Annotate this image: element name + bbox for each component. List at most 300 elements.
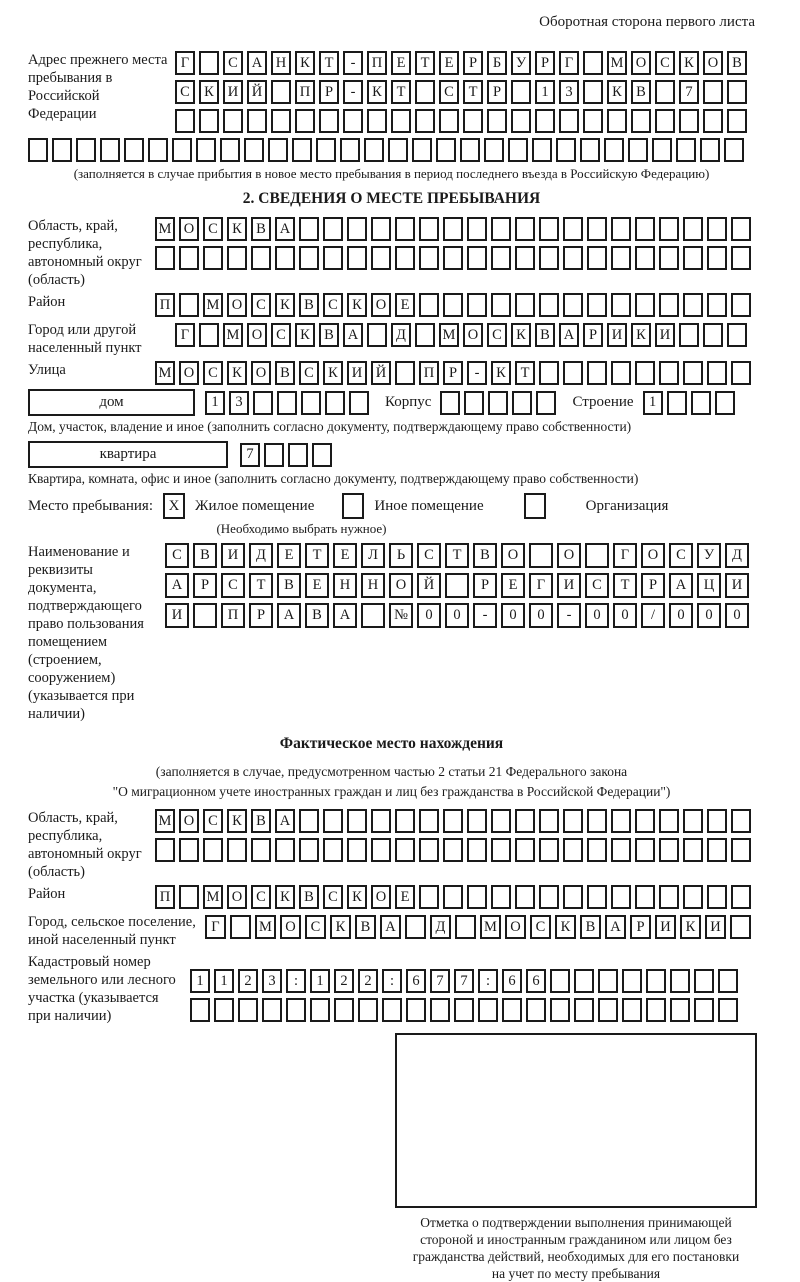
char-cell[interactable]: С xyxy=(221,573,245,598)
char-cell[interactable]: К xyxy=(275,885,295,909)
char-cell[interactable] xyxy=(443,838,463,862)
char-cell[interactable]: А xyxy=(380,915,401,939)
char-cell[interactable] xyxy=(299,246,319,270)
char-cell[interactable]: И xyxy=(221,543,245,568)
char-cell[interactable] xyxy=(670,969,690,993)
char-cell[interactable]: Ь xyxy=(389,543,413,568)
char-cell[interactable] xyxy=(727,80,747,104)
char-cell[interactable]: 0 xyxy=(725,603,749,628)
char-cell[interactable] xyxy=(676,138,696,162)
char-cell[interactable] xyxy=(707,809,727,833)
char-cell[interactable] xyxy=(238,998,258,1022)
char-cell[interactable] xyxy=(611,217,631,241)
char-cell[interactable] xyxy=(364,138,384,162)
char-cell[interactable] xyxy=(559,109,579,133)
char-cell[interactable]: 3 xyxy=(262,969,282,993)
char-cell[interactable]: Б xyxy=(487,51,507,75)
char-cell[interactable] xyxy=(76,138,96,162)
char-cell[interactable] xyxy=(179,246,199,270)
char-cell[interactable]: К xyxy=(607,80,627,104)
char-cell[interactable] xyxy=(301,391,321,415)
char-cell[interactable]: 6 xyxy=(406,969,426,993)
char-cell[interactable]: О xyxy=(463,323,483,347)
char-cell[interactable] xyxy=(412,138,432,162)
char-cell[interactable] xyxy=(512,391,532,415)
char-cell[interactable]: К xyxy=(295,51,315,75)
char-cell[interactable] xyxy=(367,323,387,347)
char-cell[interactable] xyxy=(529,543,553,568)
char-cell[interactable] xyxy=(574,998,594,1022)
char-cell[interactable] xyxy=(667,391,687,415)
char-cell[interactable] xyxy=(419,293,439,317)
char-cell[interactable]: Г xyxy=(559,51,579,75)
char-cell[interactable] xyxy=(343,109,363,133)
char-cell[interactable]: С xyxy=(203,361,223,385)
char-cell[interactable]: - xyxy=(343,51,363,75)
char-cell[interactable]: А xyxy=(247,51,267,75)
char-cell[interactable]: Е xyxy=(395,885,415,909)
char-cell[interactable] xyxy=(223,109,243,133)
char-cell[interactable] xyxy=(467,838,487,862)
char-cell[interactable]: К xyxy=(491,361,511,385)
char-cell[interactable] xyxy=(230,915,251,939)
char-cell[interactable]: Д xyxy=(430,915,451,939)
char-cell[interactable] xyxy=(659,838,679,862)
char-cell[interactable]: / xyxy=(641,603,665,628)
char-cell[interactable] xyxy=(478,998,498,1022)
char-cell[interactable] xyxy=(391,109,411,133)
char-cell[interactable] xyxy=(395,838,415,862)
char-cell[interactable] xyxy=(659,809,679,833)
char-cell[interactable]: Е xyxy=(333,543,357,568)
char-cell[interactable] xyxy=(196,138,216,162)
char-cell[interactable]: Г xyxy=(175,323,195,347)
char-cell[interactable] xyxy=(323,246,343,270)
char-cell[interactable] xyxy=(611,838,631,862)
char-cell[interactable]: О xyxy=(227,885,247,909)
char-cell[interactable]: С xyxy=(487,323,507,347)
char-cell[interactable] xyxy=(193,603,217,628)
char-cell[interactable] xyxy=(683,217,703,241)
char-cell[interactable]: К xyxy=(227,361,247,385)
char-cell[interactable]: М xyxy=(155,217,175,241)
char-cell[interactable]: К xyxy=(323,361,343,385)
char-cell[interactable]: Г xyxy=(529,573,553,598)
char-cell[interactable] xyxy=(715,391,735,415)
char-cell[interactable]: 6 xyxy=(502,969,522,993)
char-cell[interactable]: 1 xyxy=(310,969,330,993)
char-cell[interactable]: И xyxy=(655,323,675,347)
char-cell[interactable] xyxy=(515,246,535,270)
char-cell[interactable] xyxy=(587,246,607,270)
char-cell[interactable]: А xyxy=(275,217,295,241)
char-cell[interactable]: : xyxy=(382,969,402,993)
char-cell[interactable]: В xyxy=(727,51,747,75)
char-cell[interactable]: В xyxy=(251,809,271,833)
char-cell[interactable]: С xyxy=(323,293,343,317)
char-cell[interactable]: Г xyxy=(205,915,226,939)
char-cell[interactable] xyxy=(124,138,144,162)
char-cell[interactable] xyxy=(707,246,727,270)
char-cell[interactable] xyxy=(556,138,576,162)
char-cell[interactable]: В xyxy=(275,361,295,385)
char-cell[interactable]: Н xyxy=(361,573,385,598)
char-cell[interactable] xyxy=(515,838,535,862)
char-cell[interactable] xyxy=(445,573,469,598)
stay-option-organization-checkbox[interactable] xyxy=(524,493,546,519)
char-cell[interactable]: С xyxy=(271,323,291,347)
char-cell[interactable] xyxy=(155,838,175,862)
char-cell[interactable] xyxy=(454,998,474,1022)
char-cell[interactable]: А xyxy=(343,323,363,347)
char-cell[interactable]: П xyxy=(221,603,245,628)
char-cell[interactable]: К xyxy=(330,915,351,939)
char-cell[interactable]: 1 xyxy=(535,80,555,104)
char-cell[interactable]: Т xyxy=(391,80,411,104)
char-cell[interactable]: К xyxy=(347,885,367,909)
char-cell[interactable]: № xyxy=(389,603,413,628)
char-cell[interactable]: 2 xyxy=(358,969,378,993)
char-cell[interactable]: Р xyxy=(319,80,339,104)
char-cell[interactable] xyxy=(430,998,450,1022)
char-cell[interactable] xyxy=(539,885,559,909)
char-cell[interactable] xyxy=(563,217,583,241)
char-cell[interactable]: В xyxy=(319,323,339,347)
char-cell[interactable]: О xyxy=(501,543,525,568)
char-cell[interactable] xyxy=(487,109,507,133)
char-cell[interactable] xyxy=(251,246,271,270)
char-cell[interactable] xyxy=(539,809,559,833)
char-cell[interactable] xyxy=(631,109,651,133)
char-cell[interactable]: С xyxy=(305,915,326,939)
char-cell[interactable] xyxy=(655,80,675,104)
char-cell[interactable]: В xyxy=(299,885,319,909)
char-cell[interactable] xyxy=(100,138,120,162)
apartment-type-box[interactable] xyxy=(28,441,228,468)
char-cell[interactable] xyxy=(539,246,559,270)
char-cell[interactable]: С xyxy=(203,809,223,833)
char-cell[interactable] xyxy=(367,109,387,133)
char-cell[interactable] xyxy=(655,109,675,133)
char-cell[interactable] xyxy=(683,809,703,833)
char-cell[interactable] xyxy=(264,443,284,467)
char-cell[interactable]: О xyxy=(227,293,247,317)
char-cell[interactable] xyxy=(395,217,415,241)
char-cell[interactable] xyxy=(511,80,531,104)
char-cell[interactable] xyxy=(622,969,642,993)
char-cell[interactable]: К xyxy=(275,293,295,317)
char-cell[interactable] xyxy=(670,998,690,1022)
char-cell[interactable] xyxy=(731,217,751,241)
char-cell[interactable] xyxy=(247,109,267,133)
char-cell[interactable] xyxy=(214,998,234,1022)
char-cell[interactable]: : xyxy=(478,969,498,993)
char-cell[interactable]: С xyxy=(585,573,609,598)
char-cell[interactable] xyxy=(659,293,679,317)
char-cell[interactable] xyxy=(707,361,727,385)
char-cell[interactable]: У xyxy=(511,51,531,75)
char-cell[interactable] xyxy=(707,217,727,241)
char-cell[interactable]: Т xyxy=(515,361,535,385)
char-cell[interactable]: 0 xyxy=(529,603,553,628)
char-cell[interactable]: Д xyxy=(249,543,273,568)
char-cell[interactable] xyxy=(585,543,609,568)
char-cell[interactable]: О xyxy=(641,543,665,568)
char-cell[interactable] xyxy=(727,323,747,347)
char-cell[interactable] xyxy=(460,138,480,162)
char-cell[interactable]: П xyxy=(155,885,175,909)
char-cell[interactable] xyxy=(539,361,559,385)
char-cell[interactable] xyxy=(730,915,751,939)
char-cell[interactable] xyxy=(443,293,463,317)
char-cell[interactable]: 0 xyxy=(669,603,693,628)
char-cell[interactable] xyxy=(635,838,655,862)
char-cell[interactable]: Е xyxy=(277,543,301,568)
char-cell[interactable] xyxy=(443,246,463,270)
char-cell[interactable]: Р xyxy=(630,915,651,939)
char-cell[interactable]: Г xyxy=(175,51,195,75)
char-cell[interactable] xyxy=(371,246,391,270)
char-cell[interactable] xyxy=(312,443,332,467)
char-cell[interactable] xyxy=(635,361,655,385)
char-cell[interactable]: С xyxy=(417,543,441,568)
char-cell[interactable]: К xyxy=(367,80,387,104)
char-cell[interactable] xyxy=(464,391,484,415)
char-cell[interactable]: К xyxy=(511,323,531,347)
char-cell[interactable]: В xyxy=(299,293,319,317)
char-cell[interactable] xyxy=(292,138,312,162)
char-cell[interactable] xyxy=(262,998,282,1022)
char-cell[interactable]: Й xyxy=(417,573,441,598)
char-cell[interactable]: О xyxy=(371,293,391,317)
char-cell[interactable] xyxy=(467,246,487,270)
char-cell[interactable]: В xyxy=(251,217,271,241)
char-cell[interactable]: Е xyxy=(439,51,459,75)
char-cell[interactable] xyxy=(227,838,247,862)
char-cell[interactable]: И xyxy=(655,915,676,939)
char-cell[interactable] xyxy=(598,969,618,993)
stay-option-residential-checkbox[interactable]: X xyxy=(163,493,185,519)
char-cell[interactable]: С xyxy=(655,51,675,75)
char-cell[interactable]: П xyxy=(155,293,175,317)
char-cell[interactable] xyxy=(679,323,699,347)
char-cell[interactable] xyxy=(718,998,738,1022)
char-cell[interactable]: Т xyxy=(445,543,469,568)
char-cell[interactable] xyxy=(323,809,343,833)
char-cell[interactable]: А xyxy=(559,323,579,347)
char-cell[interactable]: И xyxy=(165,603,189,628)
char-cell[interactable] xyxy=(190,998,210,1022)
char-cell[interactable]: - xyxy=(473,603,497,628)
char-cell[interactable] xyxy=(347,838,367,862)
char-cell[interactable] xyxy=(491,246,511,270)
char-cell[interactable] xyxy=(611,246,631,270)
char-cell[interactable] xyxy=(515,809,535,833)
char-cell[interactable]: С xyxy=(223,51,243,75)
char-cell[interactable]: Р xyxy=(249,603,273,628)
char-cell[interactable]: 2 xyxy=(238,969,258,993)
char-cell[interactable]: - xyxy=(557,603,581,628)
char-cell[interactable] xyxy=(635,246,655,270)
char-cell[interactable]: 0 xyxy=(613,603,637,628)
char-cell[interactable] xyxy=(731,838,751,862)
char-cell[interactable] xyxy=(455,915,476,939)
char-cell[interactable] xyxy=(628,138,648,162)
char-cell[interactable] xyxy=(587,809,607,833)
char-cell[interactable] xyxy=(700,138,720,162)
char-cell[interactable]: М xyxy=(155,809,175,833)
char-cell[interactable] xyxy=(288,443,308,467)
char-cell[interactable]: О xyxy=(631,51,651,75)
char-cell[interactable]: О xyxy=(389,573,413,598)
char-cell[interactable]: Е xyxy=(395,293,415,317)
char-cell[interactable] xyxy=(244,138,264,162)
char-cell[interactable] xyxy=(646,998,666,1022)
char-cell[interactable] xyxy=(220,138,240,162)
char-cell[interactable]: 1 xyxy=(643,391,663,415)
char-cell[interactable] xyxy=(583,109,603,133)
char-cell[interactable] xyxy=(515,293,535,317)
char-cell[interactable] xyxy=(179,885,199,909)
char-cell[interactable]: Р xyxy=(641,573,665,598)
char-cell[interactable]: Ц xyxy=(697,573,721,598)
char-cell[interactable] xyxy=(491,293,511,317)
char-cell[interactable] xyxy=(395,246,415,270)
char-cell[interactable] xyxy=(405,915,426,939)
char-cell[interactable] xyxy=(179,293,199,317)
char-cell[interactable] xyxy=(587,361,607,385)
char-cell[interactable]: М xyxy=(607,51,627,75)
char-cell[interactable]: К xyxy=(555,915,576,939)
char-cell[interactable] xyxy=(683,246,703,270)
char-cell[interactable] xyxy=(199,323,219,347)
char-cell[interactable] xyxy=(419,246,439,270)
char-cell[interactable] xyxy=(268,138,288,162)
char-cell[interactable]: К xyxy=(295,323,315,347)
char-cell[interactable] xyxy=(683,293,703,317)
char-cell[interactable] xyxy=(463,109,483,133)
char-cell[interactable]: О xyxy=(280,915,301,939)
char-cell[interactable] xyxy=(275,246,295,270)
char-cell[interactable] xyxy=(607,109,627,133)
char-cell[interactable] xyxy=(731,293,751,317)
char-cell[interactable]: М xyxy=(155,361,175,385)
char-cell[interactable]: С xyxy=(439,80,459,104)
char-cell[interactable] xyxy=(580,138,600,162)
char-cell[interactable] xyxy=(406,998,426,1022)
char-cell[interactable]: О xyxy=(703,51,723,75)
char-cell[interactable] xyxy=(155,246,175,270)
char-cell[interactable]: Р xyxy=(583,323,603,347)
char-cell[interactable]: П xyxy=(295,80,315,104)
char-cell[interactable] xyxy=(508,138,528,162)
char-cell[interactable]: - xyxy=(467,361,487,385)
char-cell[interactable] xyxy=(271,109,291,133)
char-cell[interactable] xyxy=(299,217,319,241)
char-cell[interactable] xyxy=(419,838,439,862)
char-cell[interactable]: П xyxy=(367,51,387,75)
char-cell[interactable]: С xyxy=(323,885,343,909)
char-cell[interactable] xyxy=(707,293,727,317)
char-cell[interactable]: Т xyxy=(249,573,273,598)
char-cell[interactable]: 1 xyxy=(214,969,234,993)
char-cell[interactable] xyxy=(361,603,385,628)
char-cell[interactable]: С xyxy=(251,293,271,317)
char-cell[interactable] xyxy=(299,838,319,862)
char-cell[interactable] xyxy=(611,885,631,909)
char-cell[interactable] xyxy=(382,998,402,1022)
char-cell[interactable]: С xyxy=(175,80,195,104)
char-cell[interactable]: С xyxy=(165,543,189,568)
char-cell[interactable]: В xyxy=(277,573,301,598)
char-cell[interactable] xyxy=(443,809,463,833)
char-cell[interactable] xyxy=(583,51,603,75)
char-cell[interactable] xyxy=(731,361,751,385)
char-cell[interactable] xyxy=(731,246,751,270)
char-cell[interactable]: Т xyxy=(463,80,483,104)
char-cell[interactable] xyxy=(488,391,508,415)
char-cell[interactable] xyxy=(574,969,594,993)
char-cell[interactable]: Л xyxy=(361,543,385,568)
char-cell[interactable]: О xyxy=(557,543,581,568)
char-cell[interactable]: Д xyxy=(725,543,749,568)
char-cell[interactable] xyxy=(635,885,655,909)
char-cell[interactable]: Й xyxy=(247,80,267,104)
char-cell[interactable] xyxy=(703,323,723,347)
char-cell[interactable] xyxy=(286,998,306,1022)
char-cell[interactable] xyxy=(587,838,607,862)
char-cell[interactable] xyxy=(203,246,223,270)
char-cell[interactable] xyxy=(539,217,559,241)
char-cell[interactable]: С xyxy=(530,915,551,939)
char-cell[interactable]: С xyxy=(203,217,223,241)
char-cell[interactable] xyxy=(340,138,360,162)
char-cell[interactable]: М xyxy=(223,323,243,347)
char-cell[interactable] xyxy=(179,838,199,862)
char-cell[interactable]: К xyxy=(199,80,219,104)
char-cell[interactable]: П xyxy=(419,361,439,385)
char-cell[interactable]: 7 xyxy=(454,969,474,993)
char-cell[interactable]: О xyxy=(179,361,199,385)
char-cell[interactable] xyxy=(253,391,273,415)
char-cell[interactable]: Р xyxy=(473,573,497,598)
char-cell[interactable] xyxy=(467,217,487,241)
char-cell[interactable] xyxy=(203,838,223,862)
char-cell[interactable]: Е xyxy=(305,573,329,598)
char-cell[interactable]: Н xyxy=(271,51,291,75)
char-cell[interactable]: 0 xyxy=(501,603,525,628)
char-cell[interactable] xyxy=(535,109,555,133)
char-cell[interactable]: И xyxy=(725,573,749,598)
char-cell[interactable] xyxy=(299,809,319,833)
char-cell[interactable] xyxy=(227,246,247,270)
char-cell[interactable]: М xyxy=(203,293,223,317)
char-cell[interactable] xyxy=(199,51,219,75)
char-cell[interactable] xyxy=(646,969,666,993)
char-cell[interactable] xyxy=(491,885,511,909)
char-cell[interactable] xyxy=(395,809,415,833)
char-cell[interactable]: И xyxy=(347,361,367,385)
char-cell[interactable]: 2 xyxy=(334,969,354,993)
char-cell[interactable] xyxy=(395,361,415,385)
char-cell[interactable] xyxy=(635,217,655,241)
char-cell[interactable] xyxy=(611,293,631,317)
char-cell[interactable] xyxy=(415,323,435,347)
char-cell[interactable]: О xyxy=(371,885,391,909)
char-cell[interactable] xyxy=(659,217,679,241)
char-cell[interactable]: 6 xyxy=(526,969,546,993)
char-cell[interactable] xyxy=(277,391,297,415)
